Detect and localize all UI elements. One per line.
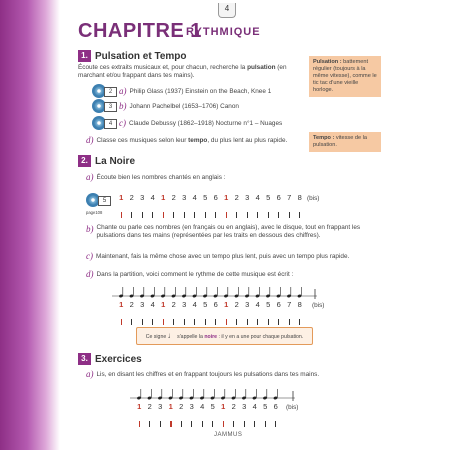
rhythm-staff-1: [112, 284, 317, 300]
cd-icon[interactable]: 2: [92, 84, 116, 98]
count-number: 7: [287, 193, 292, 202]
count-number: 2: [171, 300, 176, 309]
pulse-tick: [242, 205, 253, 223]
item-letter: a): [86, 369, 94, 379]
pulse-tick: [232, 205, 243, 223]
item-text: Maintenant, fais la même chose avec un tempo plus lent, puis avec un tempo plus rapide.: [96, 252, 350, 260]
pulse-tick: [134, 414, 145, 432]
intro-text-a: Écoute ces extraits musicaux et, pour chacun, recherche la: [78, 64, 248, 71]
bis-label: (bis): [307, 195, 320, 202]
rhythm-staff-2: [130, 386, 295, 402]
pulse-ticks-1: [116, 205, 305, 211]
pulse-tick: [179, 205, 190, 223]
section-1-intro: [78, 64, 303, 80]
count-row-3: [134, 402, 281, 411]
listening-item-a: [92, 84, 271, 98]
section-2-title: La Noire: [95, 155, 136, 167]
pulse-tick: [169, 205, 180, 223]
item-letter: d): [86, 135, 94, 145]
item-letter: a): [86, 172, 94, 182]
count-number: 1: [161, 300, 166, 309]
pulse-tick: [229, 414, 240, 432]
count-number: 3: [245, 300, 250, 309]
cd-icon[interactable]: 3: [92, 99, 116, 113]
section-3-a: [86, 369, 319, 379]
pulse-tick: [263, 205, 274, 223]
count-number: 2: [129, 300, 134, 309]
pulse-tick: [208, 414, 219, 432]
section-3-heading: [78, 353, 142, 365]
count-number: 4: [255, 300, 260, 309]
pulse-tick: [197, 414, 208, 432]
definition-pulsation: Pulsation : battement régulier (toujours à la même vitesse), comme le tic tac d'une vieille horloge.: [309, 56, 381, 97]
pulse-ticks-2: [116, 312, 305, 318]
count-number: 3: [182, 193, 187, 202]
item-letter: c): [119, 118, 126, 128]
pulse-tick: [274, 205, 285, 223]
section-2-number: 2.: [78, 155, 91, 167]
pulse-tick: [260, 414, 271, 432]
section-3-number: 3.: [78, 353, 91, 365]
bis-label: (bis): [286, 404, 299, 411]
count-number: 2: [179, 402, 184, 411]
pulse-tick: [116, 205, 127, 223]
count-number: 3: [189, 402, 194, 411]
pulse-tick: [221, 205, 232, 223]
listening-item-b: [92, 99, 239, 113]
pulse-tick: [271, 414, 282, 432]
count-number: 6: [273, 402, 278, 411]
pulse-tick: [295, 205, 306, 223]
quarter-note-info: Ce signe ♩ s'appelle la noire : il y en a une pour chaque pulsation.: [136, 327, 313, 345]
item-text: Claude Debussy (1862–1918) Nocturne n°1 – Nuages: [129, 119, 283, 127]
count-number: 5: [266, 193, 271, 202]
count-number: 3: [245, 193, 250, 202]
count-number: 4: [255, 193, 260, 202]
section-2-c: [86, 251, 349, 261]
count-number: 1: [224, 300, 229, 309]
quarter-note-icon: ♩: [167, 331, 176, 340]
count-number: 4: [192, 300, 197, 309]
item-text: Johann Pachelbel (1653–1706) Canon: [129, 102, 239, 110]
count-number: 4: [150, 193, 155, 202]
section-2-heading: [78, 155, 135, 167]
count-number: 5: [210, 402, 215, 411]
pulse-tick: [155, 414, 166, 432]
count-number: 5: [266, 300, 271, 309]
bis-label: (bis): [312, 302, 325, 309]
count-number: 1: [224, 193, 229, 202]
pulse-tick: [284, 205, 295, 223]
item-text: Chante ou parle ces nombres (en français ou en anglais), avec le disque, tout en frappant les pulsations dans tes mains (représentées par les traits en dessous des chiffres).: [96, 224, 361, 239]
count-number: 3: [158, 402, 163, 411]
intro-text-c: (en marchant et/ou frappant dans tes mains).: [78, 64, 287, 79]
item-text: Classe ces musiques selon leur tempo, du plus lent au plus rapide.: [96, 136, 288, 144]
count-number: 2: [129, 193, 134, 202]
pulse-tick: [239, 414, 250, 432]
section-1-heading: [78, 50, 187, 62]
count-number: 5: [203, 193, 208, 202]
count-number: 1: [168, 402, 173, 411]
section-1-title: Pulsation et Tempo: [95, 50, 187, 62]
sidebar-gradient: [0, 0, 60, 450]
item-letter: b): [119, 101, 127, 111]
count-number: 6: [213, 300, 218, 309]
count-number: 3: [182, 300, 187, 309]
count-number: 5: [203, 300, 208, 309]
count-number: 2: [234, 300, 239, 309]
count-number: 8: [297, 300, 302, 309]
pulse-tick: [176, 414, 187, 432]
count-number: 1: [221, 402, 226, 411]
count-number: 3: [242, 402, 247, 411]
pulse-tick: [190, 205, 201, 223]
pulse-tick: [145, 414, 156, 432]
pulse-tick: [250, 414, 261, 432]
chapter-title: CHAPITRE 1: [78, 20, 202, 42]
item-letter: a): [119, 86, 127, 96]
count-number: 7: [287, 300, 292, 309]
count-number: 2: [147, 402, 152, 411]
count-number: 1: [119, 193, 124, 202]
footer-label: JAMMUS: [214, 432, 243, 438]
count-number: 5: [263, 402, 268, 411]
count-number: 2: [171, 193, 176, 202]
pulse-tick: [116, 312, 127, 330]
section-2-a: [86, 172, 225, 182]
section-1-number: 1.: [78, 50, 91, 62]
pulse-tick: [200, 205, 211, 223]
count-number: 1: [137, 402, 142, 411]
count-number: 6: [213, 193, 218, 202]
pulse-tick: [253, 205, 264, 223]
count-number: 4: [192, 193, 197, 202]
item-text: Écoute bien les nombres chantés en anglais :: [96, 173, 226, 181]
pulse-tick: [166, 414, 177, 432]
cd-icon[interactable]: 5: [86, 193, 110, 207]
count-number: 4: [200, 402, 205, 411]
pulse-tick: [137, 205, 148, 223]
page-number: 4: [218, 3, 236, 18]
count-number: 6: [276, 193, 281, 202]
definition-tempo: Tempo : vitesse de la pulsation.: [309, 132, 381, 152]
pulse-tick: [158, 205, 169, 223]
pulse-tick: [148, 205, 159, 223]
chapter-subtitle: RYTHMIQUE: [186, 26, 261, 38]
pulse-ticks-3: [134, 414, 281, 420]
count-row-1: [116, 193, 305, 202]
count-number: 1: [161, 193, 166, 202]
cd-caption: page108: [86, 210, 103, 215]
item-letter: d): [86, 269, 94, 279]
item-text: Lis, en disant les chiffres et en frappant toujours les pulsations dans tes mains.: [96, 370, 320, 378]
section-2-d: [86, 269, 293, 279]
pulse-tick: [187, 414, 198, 432]
count-number: 4: [252, 402, 257, 411]
intro-text-bold: pulsation: [247, 64, 276, 71]
count-number: 2: [231, 402, 236, 411]
listening-item-c: [92, 116, 282, 130]
listening-item-d: [86, 135, 287, 145]
count-number: 6: [276, 300, 281, 309]
section-3-title: Exercices: [95, 353, 142, 365]
pulse-tick: [211, 205, 222, 223]
count-number: 3: [140, 193, 145, 202]
cd-icon[interactable]: 4: [92, 116, 116, 130]
item-text: Dans la partition, voici comment le rythme de cette musique est écrit :: [96, 270, 294, 278]
pulse-tick: [127, 205, 138, 223]
count-number: 1: [119, 300, 124, 309]
pulse-tick: [218, 414, 229, 432]
count-row-2: [116, 300, 305, 309]
count-number: 3: [140, 300, 145, 309]
item-letter: b): [86, 224, 94, 234]
count-number: 8: [297, 193, 302, 202]
count-number: 2: [234, 193, 239, 202]
section-2-b: [86, 224, 372, 240]
item-text: Philip Glass (1937) Einstein on the Beach, Knee 1: [129, 87, 272, 95]
count-number: 4: [150, 300, 155, 309]
item-letter: c): [86, 251, 93, 261]
